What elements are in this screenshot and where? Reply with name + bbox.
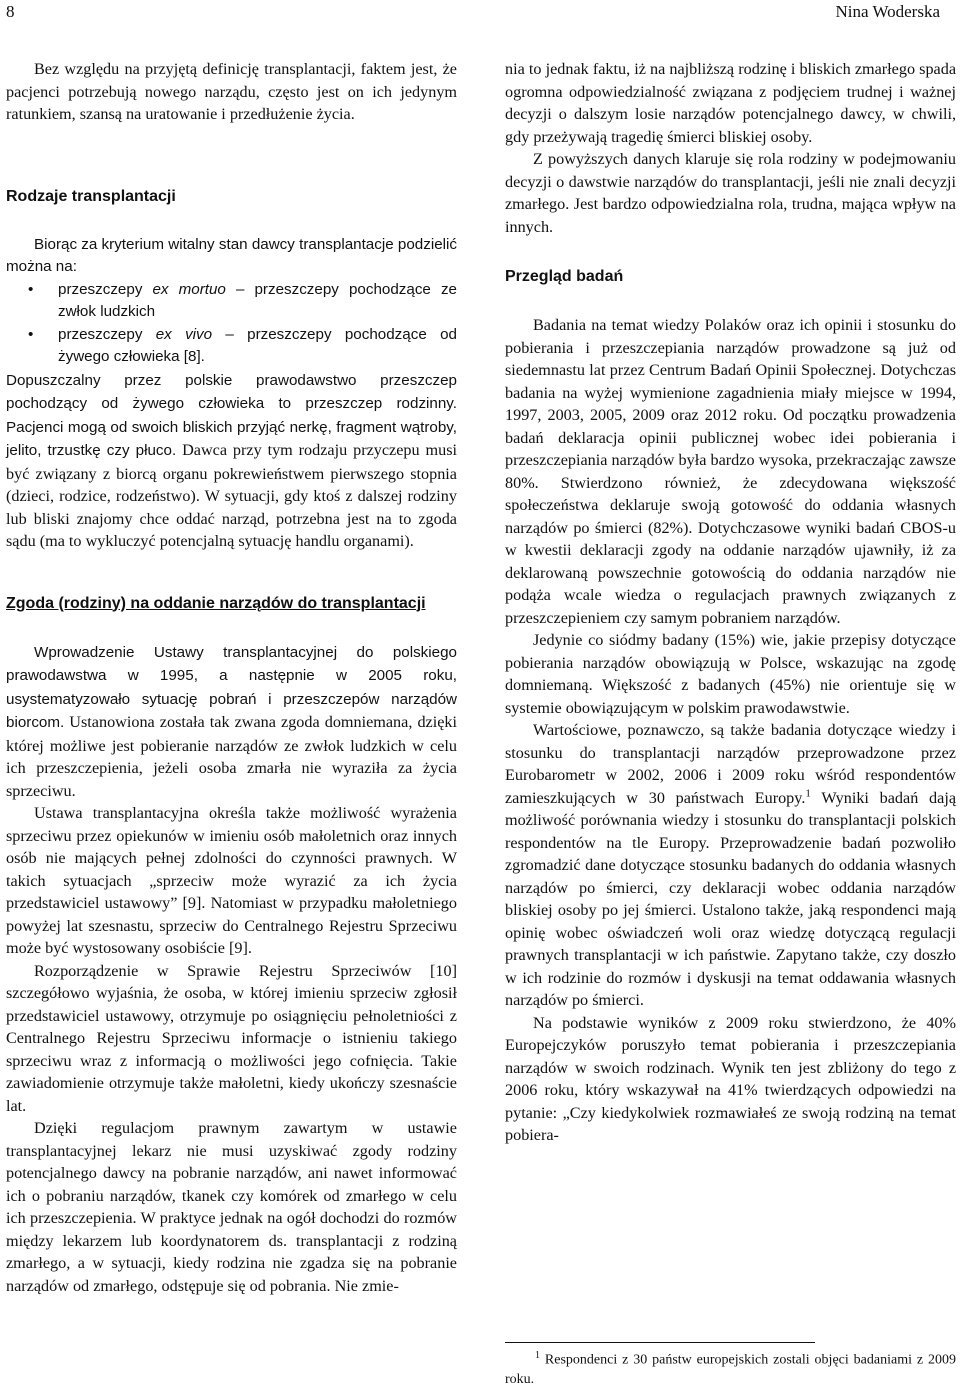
page-header: [6, 2, 940, 24]
footnote-reference[interactable]: 1: [805, 787, 811, 800]
section-heading-zgoda: Zgoda (rodziny) na oddanie narządów do transplantacji: [6, 594, 426, 612]
paragraph-2009: Na podstawie wyników z 2009 roku stwierdzono, że 40% Europejczyków poruszyło temat pobierania i przeszczepiania narządów w swoich rodzinach. Wynik ten jest zbliżony do tego z 2006 roku, który wskazywał na 41% twierdzących odpowiedzi na pytanie: „Czy kiedykolwiek rozmawiałeś ze swoją rodziną na temat pobiera-: [505, 1013, 956, 1144]
running-head-author: Nina Woderska: [835, 2, 940, 21]
right-column: [505, 58, 956, 1147]
intro-paragraph: Bez względu na przyjętą definicję transplantacji, faktem jest, że pacjenci potrzebują nowego narządu, często jest on ich jedynym ratunkiem, szansą na uratowanie i przedłużenie życia.: [6, 60, 457, 123]
bullet-icon: •: [28, 280, 34, 298]
footnote-rule: [505, 1342, 815, 1343]
footnote: $^1$ Respondenci z 30 państw europejskich zostali objęci badaniami z 2009 roku.: [505, 1350, 956, 1387]
page-number: 8: [6, 2, 15, 21]
paragraph-przeszczep-rodzinny: Dopuszczalny przez polskie prawodawstwo przeszczep pochodzący od żywego człowieka to przeszczep rodzinny. Pacjenci mogą od swoich bliskich przyjąć nerkę, fragment wątroby, jelito, trzustkę czy płuco. Dawca przy tym rodzaju przyczepu musi być związany z biorcą organu pokrewieństwem pierwszego stopnia (dzieci, rodzice, rodzeństwo). W sytuacji, gdy ktoś z dalszej rodziny lub bliski znajomy chce oddać narząd, potrzebna jest na to zgoda sądu (ma to wykluczyć potencjalną sytuację handlu organami).: [6, 371, 458, 550]
paragraph-co-siodmy: Jedynie co siódmy badany (15%) wie, jakie przepisy dotyczące pobierania narządów obowiązują w Polsce, wskazując na zgodę domniemaną. Większość z badanych (45%) nie orientuje się w systemie obowiązującym w polskim prawodawstwie.: [505, 631, 956, 717]
paragraph-sprzeciw: Ustawa transplantacyjna określa także możliwość wyrażenia sprzeciwu przez opiekunów w imieniu osób małoletnich oraz innych osób nie mających pełnej zdolności do czynności prawnych. W takich sytuacjach „sprzeciw może wyrazić za ich życia przedstawiciel ustawowy” [9]. Natomiast w przypadku małoletniego powyżej lat szesnastu, sprzeciw do Centralnego Rejestru Sprzeciwu może być wystosowany osobiście [9].: [6, 804, 457, 957]
paragraph-cbos: Badania na temat wiedzy Polaków oraz ich opinii i stosunku do pobierania i przeszczepiania narządów prowadzone są już od siedemnastu lat przez Centrum Badań Opinii Społecznej. Dotychczas badania na wyżej wymienione zagadnienia miały miejsce w 1994, 1997, 2003, 2005, 2009 oraz 2012 roku. Od początku prowadzenia badań deklaracja opinii publicznej wobec idei pobierania i przeszczepiania narządów była bardzo wysoka, przekraczając zawsze 80%. Stwierdzono również, że zdecydowana większość społeczeństwa deklaruje swoją gotowość do oddania własnych narządów po śmierci (82%). Dotychczasowe wyniki badań CBOS-u w kwestii deklaracji zgody na oddanie narządów ujawniły, iż za deklarowaną powszechnie gotowością do oddania narządów nie podąża wcale wiedza o regulacjach prawnych związanych z przeszczepieniem czy samym pobraniem narządów.: [505, 316, 956, 627]
paragraph-ustawa: Wprowadzenie Ustawy transplantacyjnej do polskiego prawodawstwa w 1995, a następnie w 2005 roku, usystematyzowało sytuację pobrań i przeszczepów narządów biorcom. Ustanowiona została tak zwana zgoda domniemana, dzięki której możliwe jest pobieranie narządów ze zwłok ludzkich w celu ich przeszczepienia, jeżeli osoba zmarła nie wyraziła za życia sprzeciwu.: [6, 643, 457, 800]
footnote-marker: 1: [535, 1350, 540, 1361]
list-item: • przeszczepy ex vivo – przeszczepy pochodzące od żywego człowieka [8].: [28, 325, 457, 365]
paragraph-continued: nia to jednak faktu, iż na najbliższą rodzinę i bliskich zmarłego spada ogromna odpowiedzialność związana z podjęciem trudnej i ważnej decyzji o dalszym losie narządów potencjalnego dawcy, w chwili, gdy przeżywają tragedię śmierci bliskiej osoby.: [505, 60, 956, 146]
paragraph-regulacje: Dzięki regulacjom prawnym zawartym w ustawie transplantacyjnej lekarz nie musi uzyskiwać zgody rodziny potencjalnego dawcy na pobranie narządów, ani nawet informować ich o pobraniu narządów, tkanek czy komórek od zmarłego w celu ich przeszczepienia. W praktyce jednak na ogół dochodzi do rozmów między lekarzem lub koordynatorem ds. transplantacji z rodziną zmarłego, a w sytuacji, kiedy rodzina nie zgadza się na pobranie narządów od zmarłego, odstępuje się od pobrania. Nie zmie-: [6, 1119, 457, 1295]
section-heading-rodzaje: Rodzaje transplantacji: [6, 187, 176, 205]
paragraph-eurobarometr: Wartościowe, poznawczo, są także badania dotyczące wiedzy i stosunku do transplantacji narządów przeprowadzone przez Eurobarometr w 2002, 2006 i 2009 roku wśród respondentów zamieszkujących w 30 państwach Europy.$^1$ Wyniki badań dają możliwość porównania wiedzy i stosunku do transplantacji polskich respondentów na tle Europy. Przeprowadzenie badań pozwoliło zgromadzić dane dotyczące stosunku badanych do oddania własnych narządów po śmierci, czy deklaracji wobec oddania narządów bliskiej osoby po jej śmierci. Ustalono także, jaką respondenci mają opinię wobec oświadczeń woli oraz wiedzę dotyczącą regulacji prawnych transplantacji w ich państwie. Zapytano także, czy doszło w ich rodzinie do rozmów i dyskusji na temat oddawania własnych narządów po śmierci.: [505, 721, 956, 1009]
section-heading-przeglad: Przegląd badań: [505, 268, 624, 285]
list-item: • przeszczepy ex mortuo – przeszczepy pochodzące ze zwłok ludzkich: [28, 280, 457, 320]
transplant-types-list: [6, 279, 457, 369]
paragraph-kryterium: Biorąc za kryterium witalny stan dawcy transplantacje podzielić można na:: [6, 235, 457, 275]
bullet-icon: •: [28, 325, 34, 343]
paragraph-rola-rodziny: Z powyższych danych klaruje się rola rodziny w podejmowaniu decyzji o dawstwie narządów do transplantacji, jeśli nie znali decyzji zmarłego. Jest bardzo odpowiedzialna rola, trudna, mająca wpływ na innych.: [505, 150, 956, 236]
left-column: [6, 58, 457, 1297]
paragraph-rozporzadzenie: Rozporządzenie w Sprawie Rejestru Sprzeciwów [10] szczegółowo wyjaśnia, że osoba, w której imieniu sprzeciw zgłosił przedstawiciel ustawowy, otrzymuje po osiągnięciu pełnoletniości z Centralnego Rejestru Sprzeciwu informacje o istnieniu takiego sprzeciwu wraz z informacją o możliwości jego cofnięcia. Takie zawiadomienie otrzymuje także małoletni, kiedy ukończy szesnaście lat.: [6, 961, 457, 1115]
